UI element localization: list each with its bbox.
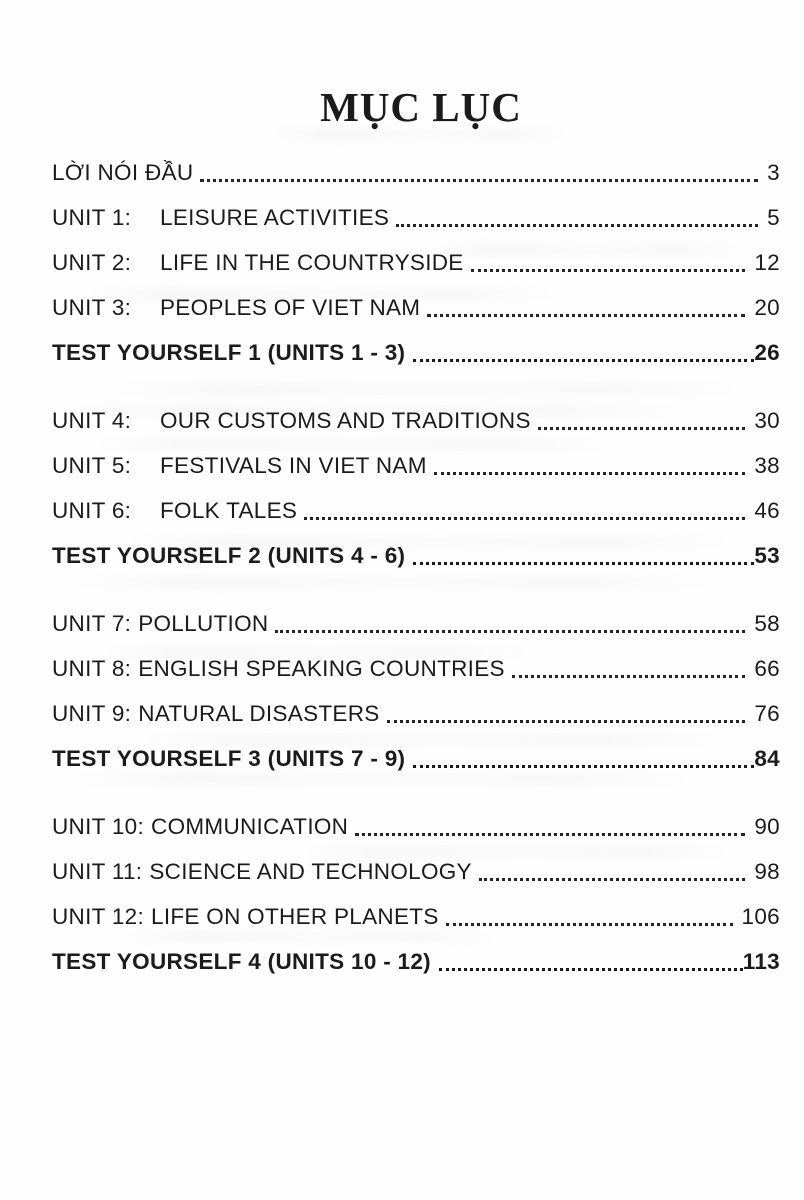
toc-entry-prefix: UNIT 2:	[52, 250, 132, 275]
toc-entry-title: LIFE IN THE COUNTRYSIDE	[160, 250, 464, 275]
dot-leader	[446, 923, 733, 926]
page-title: MỤC LỤC	[320, 84, 522, 131]
toc-row	[52, 894, 780, 939]
toc-entry-title: POLLUTION	[138, 611, 269, 636]
dot-leader	[413, 359, 754, 362]
toc-entry-prefix: UNIT 10:	[52, 814, 145, 839]
toc-entry-page-number: 98	[754, 859, 780, 884]
dot-leader	[427, 314, 745, 317]
toc-entry-title: ENGLISH SPEAKING COUNTRIES	[138, 656, 505, 681]
toc-row	[52, 285, 780, 330]
dot-leader	[387, 720, 746, 723]
dot-leader	[439, 968, 743, 971]
toc-entry-page-number: 38	[754, 453, 780, 478]
toc-row	[52, 488, 780, 533]
dot-leader	[434, 472, 746, 475]
toc-entry-page-number: 53	[754, 543, 780, 568]
toc-entry-page-number: 58	[754, 611, 780, 636]
toc-entry-prefix: UNIT 11:	[52, 859, 143, 884]
toc-entry-title: TEST YOURSELF 2 (UNITS 4 - 6)	[52, 543, 406, 568]
toc-row	[52, 330, 780, 375]
toc-row	[52, 443, 780, 488]
toc-entry-title: LỜI NÓI ĐẦU	[52, 160, 194, 185]
toc-entry-page-number: 66	[754, 656, 780, 681]
toc-entry-page-number: 113	[742, 949, 780, 974]
dot-leader	[304, 517, 745, 520]
toc-entry-prefix: UNIT 8:	[52, 656, 132, 681]
toc-entry-prefix: UNIT 9:	[52, 701, 132, 726]
dot-leader	[396, 224, 758, 227]
toc-entry-page-number: 20	[754, 295, 780, 320]
table-of-contents	[52, 150, 780, 984]
toc-entry-prefix: UNIT 5:	[52, 453, 132, 478]
toc-entry-prefix: UNIT 7:	[52, 611, 132, 636]
dot-leader	[512, 675, 746, 678]
toc-entry-page-number: 84	[754, 746, 780, 771]
toc-row	[52, 398, 780, 443]
toc-row	[52, 195, 780, 240]
toc-entry-prefix: UNIT 3:	[52, 295, 132, 320]
toc-entry-title: COMMUNICATION	[151, 814, 349, 839]
dot-leader	[355, 833, 745, 836]
toc-entry-title: NATURAL DISASTERS	[138, 701, 380, 726]
toc-entry-page-number: 30	[754, 408, 780, 433]
toc-entry-page-number: 90	[754, 814, 780, 839]
toc-entry-prefix: UNIT 1:	[52, 205, 132, 230]
toc-entry-page-number: 3	[767, 160, 780, 185]
toc-row	[52, 939, 780, 984]
dot-leader	[275, 630, 745, 633]
toc-row	[52, 533, 780, 578]
toc-row	[52, 240, 780, 285]
toc-entry-title: FOLK TALES	[160, 498, 298, 523]
toc-entry-title: PEOPLES OF VIET NAM	[160, 295, 421, 320]
toc-entry-title: LEISURE ACTIVITIES	[160, 205, 390, 230]
toc-entry-page-number: 106	[741, 904, 780, 929]
toc-entry-title: FESTIVALS IN VIET NAM	[160, 453, 427, 478]
toc-row	[52, 601, 780, 646]
toc-entry-title: TEST YOURSELF 4 (UNITS 10 - 12)	[52, 949, 431, 974]
toc-row	[52, 804, 780, 849]
toc-row	[52, 691, 780, 736]
toc-row	[52, 150, 780, 195]
toc-entry-title: SCIENCE AND TECHNOLOGY	[149, 859, 472, 884]
toc-entry-page-number: 76	[754, 701, 780, 726]
toc-row	[52, 646, 780, 691]
toc-entry-prefix: UNIT 12:	[52, 904, 145, 929]
toc-entry-prefix: UNIT 6:	[52, 498, 132, 523]
toc-entry-title: LIFE ON OTHER PLANETS	[151, 904, 439, 929]
toc-entry-page-number: 46	[754, 498, 780, 523]
toc-entry-page-number: 26	[754, 340, 780, 365]
toc-entry-title: TEST YOURSELF 3 (UNITS 7 - 9)	[52, 746, 406, 771]
dot-leader	[479, 878, 745, 881]
toc-entry-page-number: 12	[754, 250, 780, 275]
toc-entry-prefix: UNIT 4:	[52, 408, 132, 433]
dot-leader	[538, 427, 746, 430]
toc-entry-title: OUR CUSTOMS AND TRADITIONS	[160, 408, 531, 433]
dot-leader	[413, 765, 754, 768]
toc-row	[52, 736, 780, 781]
toc-entry-title: TEST YOURSELF 1 (UNITS 1 - 3)	[52, 340, 406, 365]
dot-leader	[413, 562, 754, 565]
toc-row	[52, 849, 780, 894]
dot-leader	[471, 269, 746, 272]
dot-leader	[200, 179, 758, 182]
toc-entry-page-number: 5	[767, 205, 780, 230]
